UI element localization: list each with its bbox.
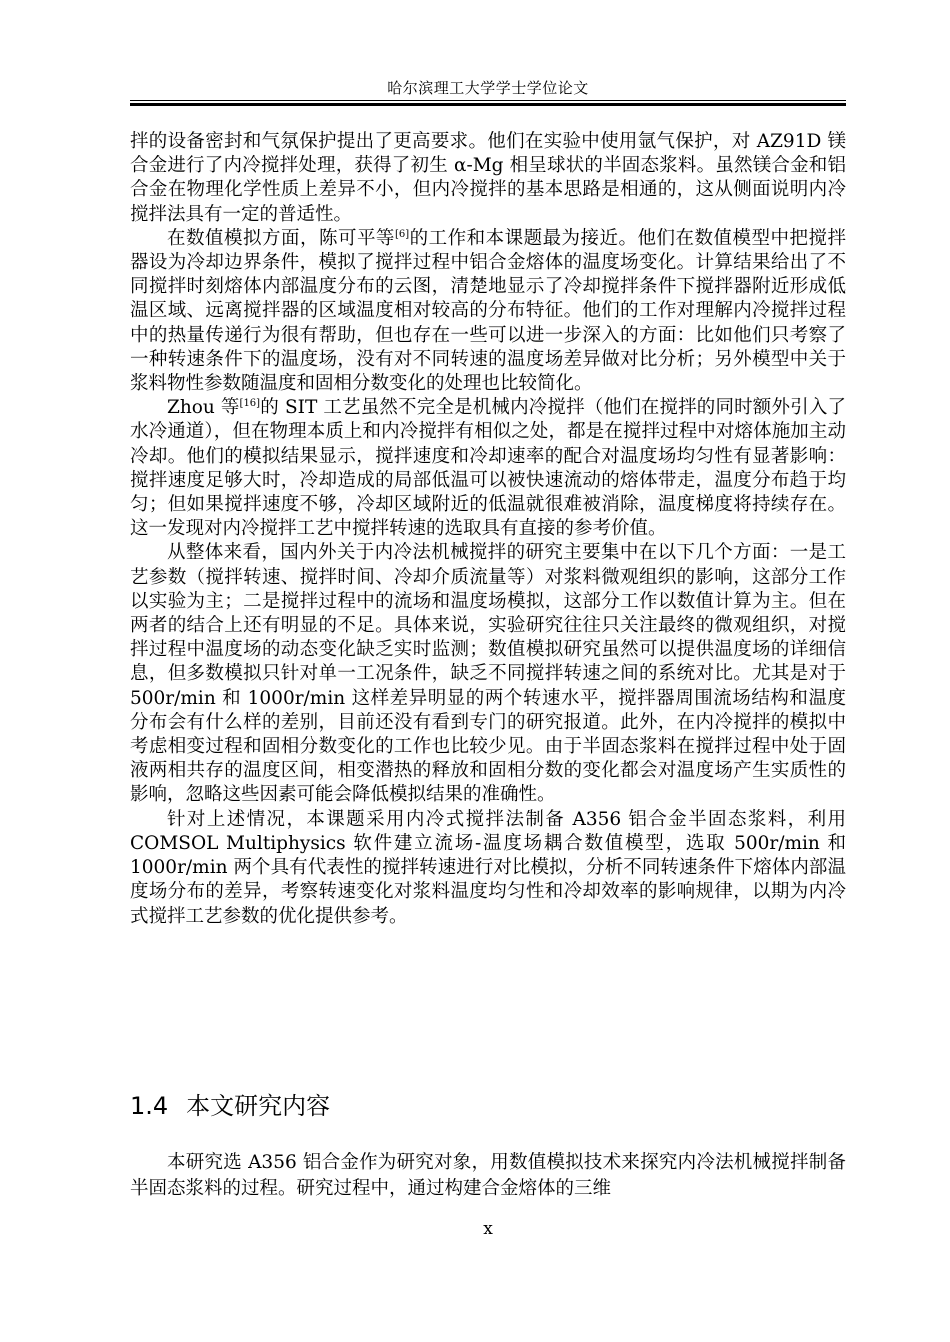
paragraph-text: 的 SIT 工艺虽然不完全是机械内冷搅拌（他们在搅拌的同时额外引入了水冷通道），但在物理本质上和内冷搅拌有相似之处，都是在搅拌过程中对熔体施加主动冷却。他们的模拟结果显示，搅拌速度和冷却速率的配合对温度场均匀性有显著影响：搅拌速度足够大时，冷却造成的局部低温可以被快速流动的熔体带走，温度分布趋于均匀；但如果搅拌速度不够，冷却区域附近的低温就很难被消除，温度梯度将持续存在。这一发现对内冷搅拌工艺中搅拌转速的选取具有直接的参考价值。 [130, 397, 846, 540]
paragraph-text: 的工作和本课题最为接近。他们在数值模型中把搅拌器设为冷却边界条件，模拟了搅拌过程中铝合金熔体的温度场变化。计算结果给出了不同搅拌时刻熔体内部温度分布的云图，清楚地显示了冷却搅拌条件下搅拌器附近形成低温区域、远离搅拌器的区域温度相对较高的分布特征。他们的工作对理解内冷搅拌过程中的热量传递行为很有帮助，但也存在一些可以进一步深入的方面：比如他们只考察了一种转速条件下的温度场，没有对不同转速的温度场差异做对比分析；另外模型中关于浆料物性参数随温度和固相分数变化的处理也比较简化。 [130, 227, 846, 395]
section-body-text [130, 1150, 846, 1202]
paragraph-text: 从整体来看，国内外关于内冷法机械搅拌的研究主要集中在以下几个方面：一是工艺参数（搅拌转速、搅拌时间、冷却介质流量等）对浆料微观组织的影响，这部分工作以实验为主；二是搅拌过程中的流场和温度场模拟，这部分工作以数值计算为主。但在两者的结合上还有明显的不足。具体来说，实验研究往往只关注最终的微观组织，对搅拌过程中温度场的动态变化缺乏实时监测；数值模拟研究虽然可以提供温度场的详细信息，但多数模拟只针对单一工况条件，缺乏不同搅拌转速之间的系统对比。尤其是对于 500r/min 和 1000r/min 这样差异明显的两个转速水平，搅拌器周围流场结构和温度分布会有什么样的差别，目前还没有看到专门的研究报道。此外，在内冷搅拌的模拟中考虑相变过程和固相分数变化的工作也比较少见。由于半固态浆料在搅拌过程中处于固液两相共存的温度区间，相变潜热的释放和固相分数的变化都会对温度场产生实质性的影响，忽略这些因素可能会降低模拟结果的准确性。 [130, 542, 846, 806]
section-title: 本文研究内容 [186, 1092, 331, 1120]
paragraph-text: 在数值模拟方面，陈可平等 [167, 227, 395, 249]
paragraph-text: Zhou 等 [167, 397, 240, 419]
section-number: 1.4 [130, 1092, 169, 1120]
paragraph [130, 227, 846, 396]
running-header: 哈尔滨理工大学学士学位论文 [387, 79, 589, 97]
paragraph-text: 拌的设备密封和气氛保护提出了更高要求。他们在实验中使用氩气保护，对 AZ91D 镁合金进行了内冷搅拌处理，获得了初生 α-Mg 相呈球状的半固态浆料。虽然镁合金和铝合金在物理化学性质上差异不小，但内冷搅拌的基本思路是相通的，这从侧面说明内冷搅拌法具有一定的普适性。 [130, 131, 846, 225]
paragraph-text: 本研究选 A356 铝合金作为研究对象，用数值模拟技术来探究内冷法机械搅拌制备半固态浆料的过程。研究过程中，通过构建合金熔体的三维 [130, 1152, 846, 1199]
citation-ref: [16] [239, 398, 261, 410]
body-text [130, 130, 846, 929]
paragraph [130, 541, 846, 807]
citation-ref: [6] [394, 228, 410, 240]
header-rule-thick [130, 103, 846, 106]
paragraph-text: 针对上述情况，本课题采用内冷式搅拌法制备 A356 铝合金半固态浆料，利用 COMSOL Multiphysics 软件建立流场-温度场耦合数值模型，选取 500r/min 和 1000r/min 两个具有代表性的搅拌转速进行对比模拟，分析不同转速条件下熔体内部温度场分布的差异，考察转速变化对浆料温度均匀性和冷却效率的影响规律，以期为内冷式搅拌工艺参数的优化提供参考。 [130, 808, 846, 927]
header-rule-thin [130, 100, 846, 101]
paragraph [130, 396, 846, 541]
paragraph [130, 130, 846, 227]
paragraph [130, 1150, 846, 1202]
section-heading [130, 1090, 330, 1122]
page-number: x [483, 1219, 493, 1239]
paragraph [130, 808, 846, 929]
